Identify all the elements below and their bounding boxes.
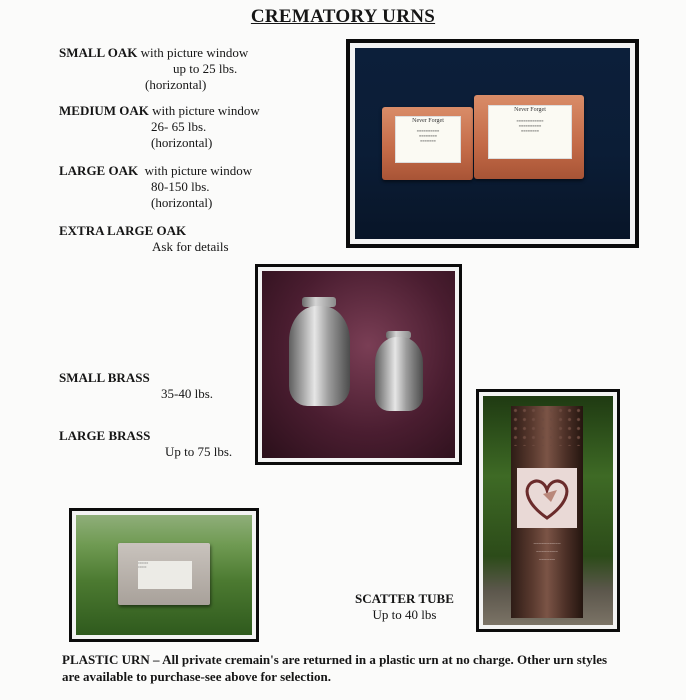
brass-urns-photo bbox=[255, 264, 462, 465]
item-weight: Up to 75 lbs. bbox=[165, 444, 233, 459]
plastic-urn-note bbox=[62, 651, 622, 685]
item-weight: 26- 65 lbs. bbox=[151, 119, 207, 134]
small-brass-urn bbox=[375, 337, 423, 411]
plastic-urn-text: All private cremain's are returned in a plastic urn at no charge. Other urn styles are available to purchase-see above for selection. bbox=[62, 652, 608, 684]
item-weight: Up to 40 lbs bbox=[372, 607, 437, 622]
item-note: (horizontal) bbox=[145, 77, 207, 92]
item-name: LARGE OAK bbox=[59, 163, 139, 178]
item-note: (horizontal) bbox=[151, 195, 213, 210]
item-name: EXTRA LARGE OAK bbox=[59, 223, 187, 238]
item-name: MEDIUM OAK bbox=[59, 103, 149, 118]
item-desc: with picture window bbox=[152, 103, 260, 118]
scatter-tube: ~~~~~~~~~~ ~~~~~~~~ ~~~~~~ bbox=[511, 406, 583, 618]
page-title: CREMATORY URNS bbox=[250, 6, 436, 27]
plastic-urn-photo bbox=[69, 508, 259, 642]
item-desc: with picture window bbox=[144, 163, 253, 178]
item-large-brass bbox=[59, 428, 232, 460]
item-small-brass bbox=[59, 370, 213, 402]
small-oak-box: Never Forget ≡≡≡≡≡≡≡≡≡≡ ≡≡≡≡≡≡≡≡ ≡≡≡≡≡≡≡ bbox=[382, 107, 473, 180]
item-small-oak bbox=[59, 45, 248, 93]
scatter-tube-photo bbox=[476, 389, 620, 632]
card-heading: Never Forget bbox=[514, 107, 546, 113]
item-weight: 35-40 lbs. bbox=[161, 386, 213, 401]
item-name: SMALL OAK bbox=[59, 45, 138, 60]
item-name: SCATTER TUBE bbox=[355, 591, 454, 606]
item-name: SMALL BRASS bbox=[59, 370, 150, 385]
oak-urns-photo bbox=[346, 39, 639, 248]
plastic-urn-label: PLASTIC URN – bbox=[62, 652, 160, 667]
item-name: LARGE BRASS bbox=[59, 428, 151, 443]
item-scatter-tube bbox=[355, 591, 454, 623]
plastic-urn: ≡≡≡≡≡≡ ≡≡≡≡≡ bbox=[118, 543, 210, 605]
item-note: (horizontal) bbox=[151, 135, 213, 150]
item-weight: 80-150 lbs. bbox=[151, 179, 210, 194]
item-extra-large-oak bbox=[59, 223, 229, 255]
item-medium-oak bbox=[59, 103, 260, 151]
heart-artwork bbox=[517, 468, 577, 528]
card-heading: Never Forget bbox=[412, 118, 444, 124]
item-large-oak bbox=[59, 163, 252, 211]
item-detail: Ask for details bbox=[152, 239, 229, 254]
medium-oak-box: Never Forget ≡≡≡≡≡≡≡≡≡≡≡≡ ≡≡≡≡≡≡≡≡≡≡ ≡≡≡≡≡≡≡≡ bbox=[474, 95, 584, 179]
large-brass-urn bbox=[289, 306, 350, 406]
item-weight: up to 25 lbs. bbox=[173, 61, 238, 76]
item-desc: with picture window bbox=[140, 45, 249, 60]
